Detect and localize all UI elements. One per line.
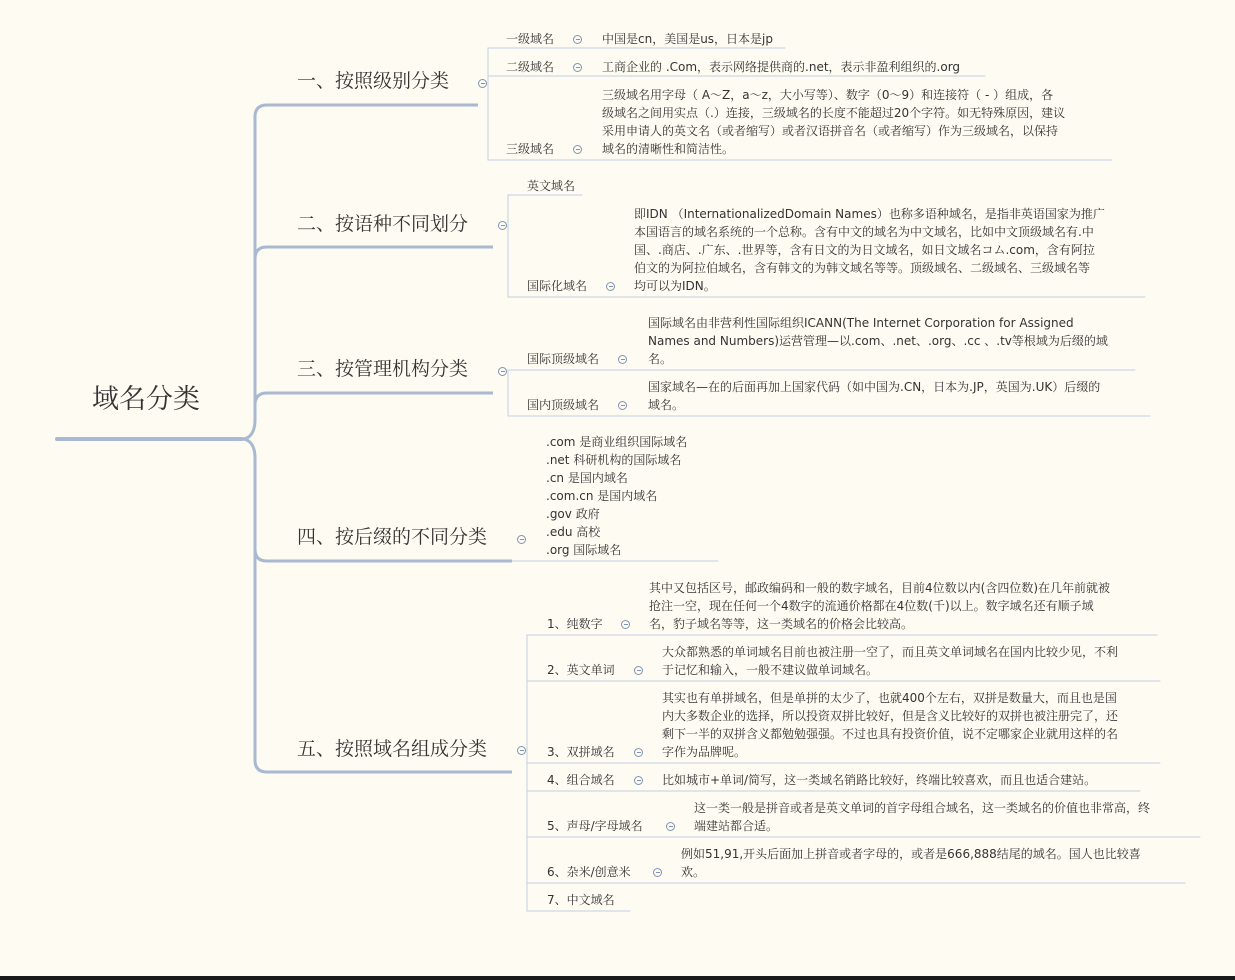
child-description: [602, 30, 773, 48]
description-line: 欢。: [681, 865, 706, 879]
collapse-toggle-icon[interactable]: [573, 145, 582, 154]
child-description: [634, 205, 1105, 295]
description-line: 三级域名用字母（ A～Z，a～z，大小写等）、数字（0～9）和连接符（ - ）组成，各: [602, 88, 1054, 102]
description-line: 国际域名由非营利性国际组织ICANN(The Internet Corporation for Assigned: [648, 316, 1074, 330]
collapse-toggle-icon[interactable]: [618, 355, 627, 364]
root-node[interactable]: 域名分类: [92, 384, 200, 415]
description-line: 国、.商店、.广东、.世界等，含有日文的为日文域名，如日文域名コム.com，含有阿拉: [634, 243, 1095, 257]
collapse-toggle-icon[interactable]: [653, 868, 662, 877]
description-line: 名。: [648, 352, 673, 366]
child-node-label[interactable]: 2、英文单词: [547, 663, 615, 677]
child-node-label[interactable]: 一级域名: [506, 32, 555, 46]
child-node-label[interactable]: 三级域名: [506, 142, 555, 156]
description-line: 即IDN （InternationalizedDomain Names）也称多语种域名，是指非英语国家为推广: [634, 207, 1105, 221]
collapse-toggle-icon[interactable]: [666, 822, 675, 831]
description-line: .gov 政府: [546, 507, 600, 521]
child-node-label[interactable]: 二级域名: [506, 60, 555, 74]
description-line: 本国语言的域名系统的一个总称。含有中文的域名为中文域名，比如中文顶级域名有.中: [634, 225, 1094, 239]
description-line: Names and Numbers)运营管理—以.com、.net、.org、.cc 、.tv等根域为后缀的域: [648, 334, 1108, 348]
branch-4[interactable]: 四、按后缀的不同分类: [297, 526, 488, 548]
root-connector: [242, 420, 255, 439]
window-bottom-edge: [0, 976, 1235, 980]
collapse-toggle-icon[interactable]: [573, 35, 582, 44]
description-line: 名，豹子域名等等，这一类域名的价格会比较高。: [649, 617, 914, 631]
child-description: [649, 579, 1110, 633]
description-line: 采用申请人的英文名（或者缩写）或者汉语拼音名（或者缩写）作为三级域名，以保持: [602, 124, 1059, 138]
child-node-label[interactable]: 1、纯数字: [547, 617, 603, 631]
description-line: 域名的清晰性和简洁性。: [602, 142, 735, 156]
branch-connector: [255, 458, 512, 772]
child-description: [662, 643, 1118, 679]
child-node-label[interactable]: 6、杂米/创意米: [547, 865, 631, 879]
description-line: .org 国际域名: [546, 543, 622, 557]
child-node-label[interactable]: 3、双拼域名: [547, 745, 615, 759]
child-node-label[interactable]: 7、中文域名: [547, 893, 615, 907]
description-line: 端建站都合适。: [694, 819, 779, 833]
description-line: .com 是商业组织国际域名: [546, 435, 688, 449]
description-line: 其中又包括区号，邮政编码和一般的数字域名，目前4位数以内(含四位数)在几年前就被: [649, 581, 1111, 595]
collapse-toggle-icon[interactable]: [606, 282, 615, 291]
description-line: 域名。: [648, 398, 685, 412]
branch-2[interactable]: 二、按语种不同划分: [297, 213, 469, 235]
child-description: [662, 689, 1118, 761]
branch-connector: [255, 393, 493, 420]
collapse-toggle-icon[interactable]: [621, 620, 630, 629]
description-line: 抢注一空，现在任何一个4数字的流通价格都在4位数(千)以上。数字域名还有顺子域: [649, 599, 1094, 613]
description-line: 例如51,91,开头后面加上拼音或者字母的，或者是666,888结尾的域名。国人也比较喜: [681, 847, 1141, 861]
description-line: 剩下一半的双拼含义都勉勉强强。不过也具有投资价值，说不定哪家企业就用这样的名: [662, 727, 1119, 741]
child-description: [602, 86, 1065, 158]
collapse-toggle-icon[interactable]: [478, 79, 487, 88]
collapse-toggle-icon[interactable]: [498, 367, 507, 376]
description-line: 比如城市+单词/简写，这一类域名销路比较好，终端比较喜欢，而且也适合建站。: [662, 773, 1097, 787]
collapse-toggle-icon[interactable]: [634, 776, 643, 785]
collapse-toggle-icon[interactable]: [634, 666, 643, 675]
child-description: [694, 799, 1150, 835]
child-node-label[interactable]: 5、声母/字母域名: [547, 819, 643, 833]
description-line: 大众都熟悉的单词域名目前也被注册一空了，而且英文单词域名在国内比较少见，不利: [662, 645, 1119, 659]
root-connector: [242, 439, 255, 458]
child-node-label[interactable]: 4、组合域名: [547, 773, 615, 787]
description-line: 字作为品牌呢。: [662, 745, 747, 759]
collapse-toggle-icon[interactable]: [517, 535, 526, 544]
suffix-list: [546, 433, 687, 559]
collapse-toggle-icon[interactable]: [498, 221, 507, 230]
child-description: [662, 771, 1096, 789]
description-line: 国家域名—在的后面再加上国家代码（如中国为.CN，日本为.JP，英国为.UK）后缀的: [648, 380, 1101, 394]
description-line: 于记忆和输入，一般不建议做单词域名。: [662, 663, 879, 677]
description-line: .cn 是国内域名: [546, 471, 628, 485]
branch-1[interactable]: 一、按照级别分类: [297, 70, 450, 92]
description-line: 中国是cn，美国是us，日本是jp: [602, 32, 774, 46]
description-line: 伯文的为阿拉伯域名，含有韩文的为韩文域名等等。顶级域名、二级域名、三级域名等: [634, 261, 1091, 275]
collapse-toggle-icon[interactable]: [634, 748, 643, 757]
description-line: 内大多数企业的选择，所以投资双拼比较好，但是含义比较好的双拼也被注册完了，还: [662, 709, 1119, 723]
description-line: 工商企业的 .Com，表示网络提供商的.net，表示非盈利组织的.org: [602, 60, 961, 74]
description-line: .edu 高校: [546, 525, 601, 539]
child-description: [648, 378, 1100, 414]
description-line: 这一类一般是拼音或者是英文单词的首字母组合域名，这一类域名的价值也非常高，终: [694, 801, 1151, 815]
collapse-toggle-icon[interactable]: [618, 401, 627, 410]
branch-3[interactable]: 三、按管理机构分类: [297, 358, 469, 380]
description-line: 均可以为IDN。: [634, 279, 716, 293]
child-description: [602, 58, 960, 76]
child-node-label[interactable]: 英文域名: [527, 179, 576, 193]
branch-5[interactable]: 五、按照域名组成分类: [297, 738, 488, 760]
description-line: .net 科研机构的国际域名: [546, 453, 682, 467]
child-node-label[interactable]: 国内顶级域名: [527, 398, 600, 412]
description-line: 其实也有单拼域名，但是单拼的太少了，也就400个左右，双拼是数量大，而且也是国: [662, 691, 1117, 705]
child-node-label[interactable]: 国际化域名: [527, 279, 588, 293]
child-description: [648, 314, 1108, 368]
child-description: [681, 845, 1141, 881]
collapse-toggle-icon[interactable]: [517, 746, 526, 755]
collapse-toggle-icon[interactable]: [573, 63, 582, 72]
child-node-label[interactable]: 国际顶级域名: [527, 352, 600, 366]
description-line: .com.cn 是国内域名: [546, 489, 658, 503]
description-line: 级域名之间用实点（.）连接，三级域名的长度不能超过20个字符。如无特殊原因，建议: [602, 106, 1066, 120]
